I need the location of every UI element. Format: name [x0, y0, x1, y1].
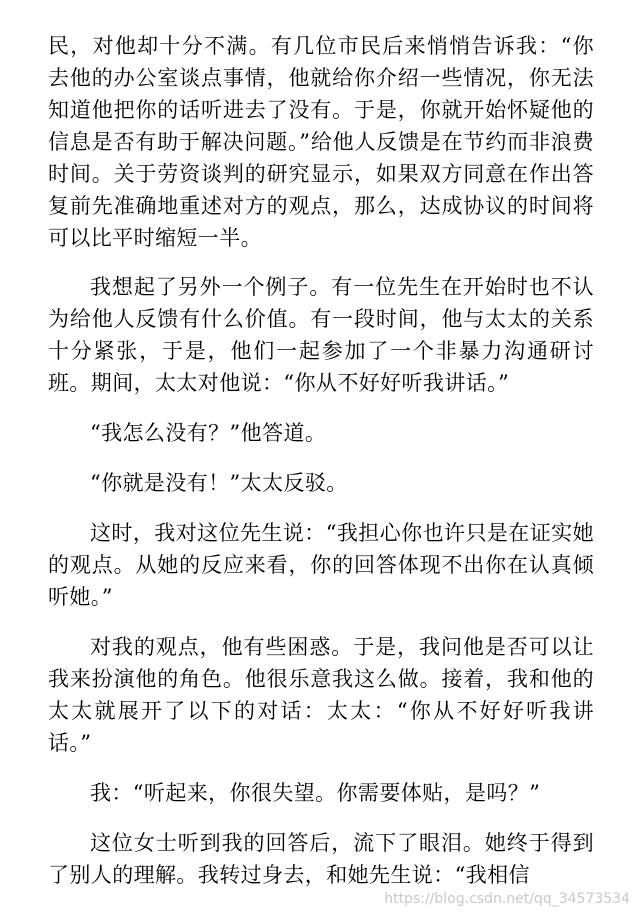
paragraph-3: “我怎么没有？”他答道。	[90, 421, 327, 445]
paragraph-5: 这时，我对这位先生说：“我担心你也许只是在证实她的观点。从她的反应来看，你的回答体现不出你在认真倾听她。”	[48, 521, 594, 609]
watermark-text: https://blog.csdn.net/qq_34573534	[384, 891, 630, 907]
paragraph-8: 这位女士听到我的回答后，流下了眼泪。她终于得到了别人的理解。我转过身去，和她先生说：“我相信	[48, 831, 594, 887]
paragraph-2: 我想起了另外一个例子。有一位先生在开始时也不认为给他人反馈有什么价值。有一段时间，他与太太的关系十分紧张，于是，他们一起参加了一个非暴力沟通研讨班。期间，太太对他说：“你从不好好听我讲话。”	[48, 275, 594, 395]
paragraph-7: 我：“听起来，你很失望。你需要体贴，是吗？”	[90, 781, 541, 805]
paragraph-1: 民，对他却十分不满。有几位市民后来悄悄告诉我：“你去他的办公室谈点事情，他就给你介绍一些情况，你无法知道他把你的话听进去了没有。于是，你就开始怀疑他的信息是否有助于解决问题。”给他人反馈是在节约而非浪费时间。关于劳资谈判的研究显示，如果双方同意在作出答复前先准确地重述对方的观点，那么，达成协议的时间将可以比平时缩短一半。	[48, 34, 594, 250]
paragraph-6: 对我的观点，他有些困惑。于是，我问他是否可以让我来扮演他的角色。他很乐意我这么做。接着，我和他的太太就展开了以下的对话：太太：“你从不好好听我讲话。”	[48, 635, 594, 755]
paragraph-4: “你就是没有！”太太反驳。	[90, 471, 348, 495]
